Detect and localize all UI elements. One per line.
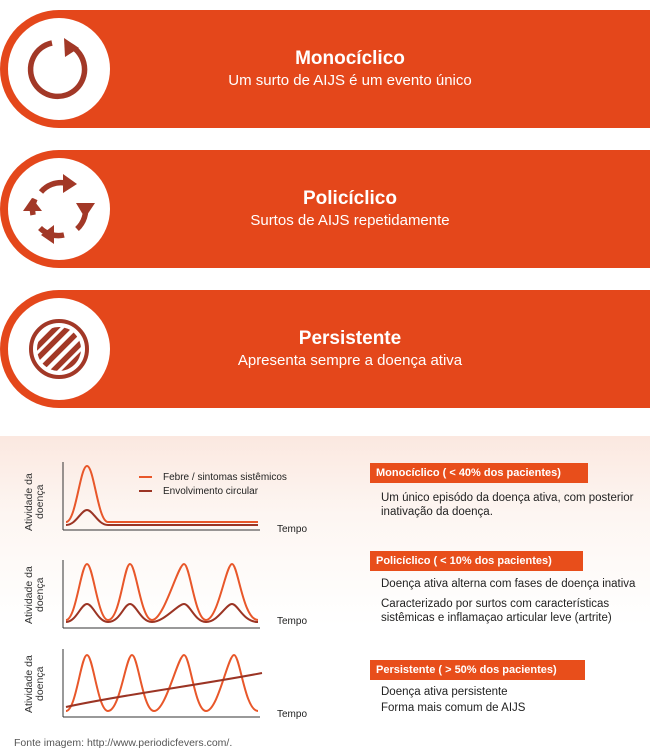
banner-title: Policíclico — [303, 188, 397, 209]
banner-subtitle: Um surto de AIJS é um evento único — [228, 72, 472, 89]
circular-arrow-icon — [24, 34, 94, 104]
pattern-description-monocyclic — [381, 491, 643, 525]
x-axis-label: Tempo — [277, 709, 308, 720]
y-axis-label: Atividade da doença — [23, 473, 46, 531]
chart-persistent — [0, 645, 360, 725]
legend-item-fever: Febre / sintomas sistêmicos — [139, 470, 287, 484]
striped-circle-icon — [27, 317, 91, 381]
pattern-description-persistent — [381, 685, 643, 721]
chart-legend — [139, 470, 287, 498]
banner-title: Monocíclico — [295, 48, 405, 69]
x-axis-label: Tempo — [277, 524, 308, 535]
y-axis-label: Atividade da doença — [23, 566, 46, 624]
legend-swatch — [139, 490, 152, 492]
banner-subtitle: Surtos de AIJS repetidamente — [250, 212, 450, 229]
pattern-tag-persistent: Persistente ( > 50% dos pacientes) — [370, 660, 585, 680]
banner-monocyclic — [0, 10, 650, 128]
x-axis-label: Tempo — [277, 616, 308, 627]
legend-swatch — [139, 476, 152, 478]
pattern-item: Um único episódo da doença ativa, com posterior inativação da doença. — [381, 492, 634, 518]
chart-monocyclic — [0, 458, 360, 538]
legend-item-joint: Envolvimento circular — [139, 484, 287, 498]
banner-polycyclic — [0, 150, 650, 268]
chart-polycyclic — [0, 556, 360, 636]
image-source: Fonte imagem: http://www.periodicfevers.com/. — [14, 737, 233, 749]
banner-persistent — [0, 290, 650, 408]
banner-title: Persistente — [298, 328, 402, 349]
banner-subtitle: Apresenta sempre a doença ativa — [237, 352, 463, 369]
pattern-description-polycyclic — [381, 577, 643, 631]
pattern-item: Doença ativa alterna com fases de doença inativa — [381, 578, 636, 590]
pattern-item: Forma mais comum de AIJS — [381, 702, 526, 714]
cycle-arrows-icon — [19, 169, 99, 249]
pattern-item: Doença ativa persistente — [381, 686, 508, 698]
y-axis-label: Atividade da doença — [23, 655, 46, 713]
pattern-item: Caracterizado por surtos com características sistêmicas e inflamaçao articular leve (artrite) — [381, 598, 612, 624]
pattern-tag-monocyclic: Monocíclico ( < 40% dos pacientes) — [370, 463, 588, 483]
pattern-tag-polycyclic: Policíclico ( < 10% dos pacientes) — [370, 551, 583, 571]
